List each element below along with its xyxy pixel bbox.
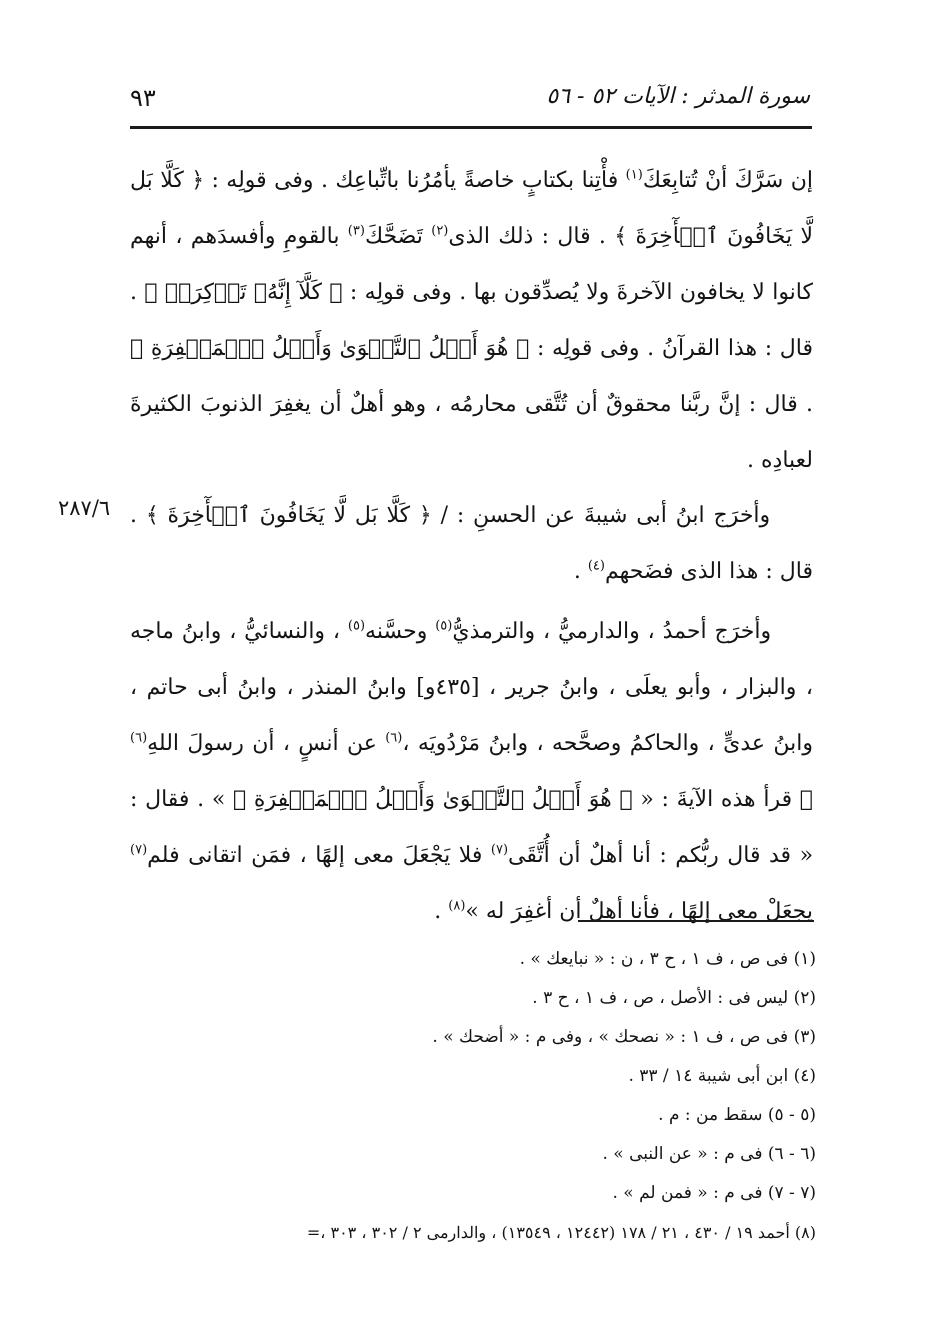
- footnote-ref: (٧): [490, 842, 509, 858]
- text-span: بَل لَّا يَخَافُونَ ٱلۡأٓخِرَةَ ﴾ . قال : ذلك الذى: [130, 168, 814, 249]
- paragraph-3-text: [130, 604, 813, 940]
- footnote-ref: (٥): [347, 618, 366, 634]
- footnote-ref: (٦): [130, 730, 148, 746]
- paragraph-2-text: [130, 488, 813, 600]
- footnote-separator: [578, 920, 814, 922]
- running-head: سورة المدثر : الآيات ٥٢ - ٥٦: [546, 84, 810, 109]
- footnote-2: (٢) ليس فى : الأصل ، ص ، ف ١ ، ح ٣ .: [532, 988, 816, 1008]
- text-span: عن أنسٍ ، أن رسولَ اللهِ: [147, 731, 377, 756]
- footnote-4: (٤) ابن أبى شيبة ١٤ / ٣٣ .: [628, 1066, 816, 1086]
- text-span: قال : إنَّ ربَّنا محقوقٌ أن تُتَّقى محارمُه ، وهو أهلٌ أن يغفِرَ الذنوبَ الكثيرةَ: [130, 392, 798, 417]
- footnote-ref: (٣): [347, 223, 365, 239]
- text-span: فأْتِنا بكتابٍ خاصةً يأمُرُنا باتِّباعِك . وفى قولِه : ﴿ كَلَّا: [160, 168, 619, 193]
- text-span: عدىٍّ ، والحاكمُ وصحَّحه ، وابنُ مَرْدُويَه ،: [402, 731, 766, 756]
- text-span: وأخرَج ابنُ أبى شيبةَ عن الحسنِ : / ﴿ كَلَّا بَل لَّا يَخَافُونَ ٱلۡأٓخِرَةَ ﴾ . قال :: [130, 503, 813, 584]
- text-span: تَضَحَّكَ: [364, 224, 423, 249]
- text-span: هذا الذى فضَحهم: [604, 559, 759, 584]
- text-span: إن سَرَّكَ أنْ تُتابِعَكَ: [642, 168, 813, 193]
- footnote-7: (٧ - ٧) فى م : « فمن لم » .: [612, 1183, 816, 1203]
- text-span: أغفِرَ له »: [465, 899, 553, 924]
- header-rule: [130, 126, 812, 129]
- footnote-ref: (٧): [130, 842, 148, 858]
- text-span: .: [434, 899, 442, 924]
- footnote-3: (٣) فى ص ، ف ١ : « نصحك » ، وفى م : « أضحك » .: [432, 1027, 816, 1047]
- paragraph-2: [130, 488, 813, 600]
- text-span: يجعَلْ معى إلهًا ، فأنا أهلٌ أن: [559, 899, 813, 924]
- footnote-5: (٥ - ٥) سقط من : م .: [658, 1105, 816, 1125]
- text-span: بالقومِ وأفسدَهم ،: [175, 224, 340, 249]
- page-number: ٩٣: [130, 84, 156, 112]
- text-span: أنهم كانوا لا يخافون الآخرةَ ولا يُصدِّقون بها . وفى قولِه : ﴿ كَلَّآ إِنَّهُۥ: [130, 224, 813, 305]
- footnote-8: (٨) أحمد ١٩ / ٤٣٠ ، ٢١ / ١٧٨ (١٢٤٤٢ ، ١٣٥٤٩) ، والدارمى ٢ / ٣٠٢ ، ٣٠٣ ،=: [306, 1223, 816, 1242]
- footnote-ref: (٨): [448, 898, 466, 914]
- footnote-ref: (٤): [587, 558, 605, 574]
- footnote-ref: (٥): [435, 618, 453, 634]
- text-span: أن أُتَّقَى: [508, 843, 581, 868]
- margin-reference: ٢٨٧/٦: [58, 496, 111, 520]
- footnote-ref: (١): [625, 167, 643, 183]
- text-span: فلا يَجْعَلَ معى إلهًا ، فمَن اتقانى فلم: [147, 843, 483, 868]
- page-header: [130, 78, 810, 118]
- text-span: والبزار ، وأبو يعلَى ، وابنُ جرير ، [٤٣٥و] وابنُ المنذر ، وابنُ أبى حاتم ، وابنُ: [130, 675, 813, 756]
- text-span: هذه الآيةَ : « ﴿ هُوَ أَهۡلُ ٱلتَّقۡوَىٰ وَأَهۡلُ ٱلۡمَغۡفِرَةِ ﴾ » . فقال : « قد قال ربُّكم : أنا أهلٌ: [130, 787, 814, 868]
- paragraph-1-text: [130, 153, 813, 489]
- text-span: .: [573, 559, 581, 584]
- text-span: ﷺ قرأ: [763, 787, 814, 812]
- paragraph-1: [130, 153, 813, 489]
- footnote-6: (٦ - ٦) فى م : « عن النبى » .: [602, 1144, 816, 1164]
- text-span: ، والنسائيُّ ، وابنُ ماجه ،: [130, 619, 813, 700]
- footnote-1: (١) فى ص ، ف ١ ، ح ٣ ، ن : « نبايعك » .: [519, 949, 816, 969]
- text-span: وحسَّنه: [365, 619, 428, 644]
- text-span: تَذۡكِرَةٞ ﴾ . قال : هذا القرآنُ . وفى قولِه : ﴿ هُوَ أَهۡلُ ٱلتَّقۡوَىٰ وَأَهۡلُ ٱلۡمَغۡفِرَةِ ﴾ .: [130, 280, 814, 417]
- footnote-ref: (٢): [431, 223, 449, 239]
- footnotes: [100, 940, 816, 1252]
- paragraph-3: [130, 604, 813, 940]
- text-span: وأخرَج أحمدُ ، والدارميُّ ، والترمذيُّ: [452, 619, 772, 644]
- footnote-ref: (٦): [385, 730, 403, 746]
- text-span: لعبادِه .: [747, 448, 813, 473]
